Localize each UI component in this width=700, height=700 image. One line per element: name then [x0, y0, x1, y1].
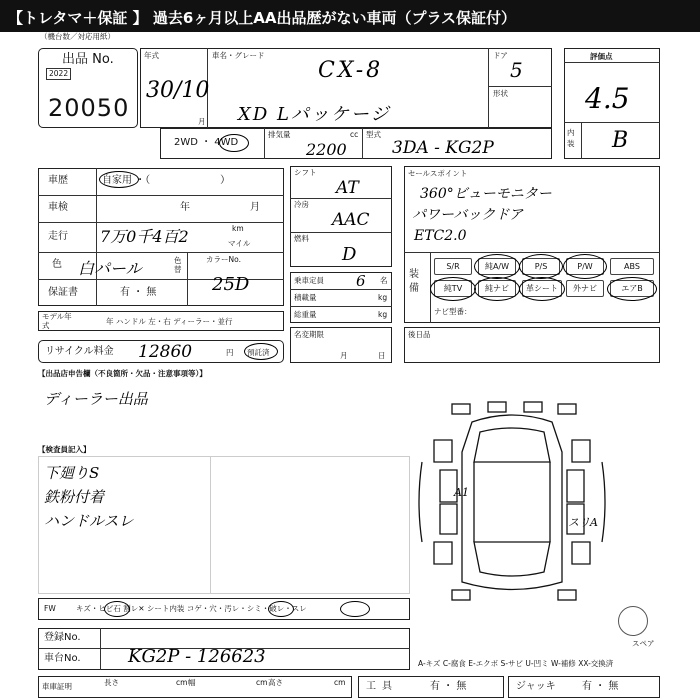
inspector-header: 【検査員記入】	[38, 445, 91, 454]
inspector-line-2: 鉄粉付着	[44, 488, 105, 506]
capacity-value: 6	[356, 272, 366, 290]
chassis-value: KG2P - 126623	[128, 646, 266, 667]
model-year-text: 年 ハンドル 左・右 ディーラー・並行	[106, 317, 233, 326]
model-type-value: 3DA - KG2P	[392, 138, 494, 158]
aircon-value: AAC	[332, 210, 370, 230]
recycle-status: 預託済	[247, 348, 270, 357]
equip-aftermarket-navi: 外ナビ	[566, 280, 604, 297]
mileage-unit-mile: マイル	[228, 239, 251, 248]
gross-unit: kg	[378, 310, 388, 319]
circle-tv	[430, 277, 476, 301]
score-label: 評価点	[590, 52, 613, 61]
displacement-value: 2200	[306, 140, 347, 159]
capacity-label: 乗車定員	[294, 276, 324, 285]
mileage-value: 7万0千4百2	[100, 227, 189, 246]
equip-genuine-aw: 純A/W	[478, 258, 516, 275]
diagram-mark-2: スリA	[568, 516, 598, 529]
history-private-circle	[99, 171, 139, 188]
shift-value: AT	[336, 178, 359, 198]
recycle-label: リサイクル料金	[45, 346, 114, 357]
recycle-unit: 円	[226, 348, 234, 357]
equip-ps: P/S	[522, 258, 560, 275]
fw-scuff-circle	[340, 601, 370, 617]
post-install-block	[404, 327, 660, 363]
tools-value: 有 ・ 無	[430, 681, 467, 692]
registration-label: 登録No.	[44, 632, 81, 643]
grade-name: XD Lパッケージ	[238, 104, 391, 125]
equip-genuine-tv: 純TV	[434, 280, 472, 297]
circle-navi	[474, 277, 520, 301]
circle-aw	[474, 254, 520, 279]
name-change-label: 名変期限	[294, 330, 324, 339]
equip-leather-seat: 革シート	[522, 280, 562, 297]
color-no-label: カラーNo.	[206, 255, 241, 264]
load-unit: kg	[378, 293, 388, 302]
warranty-label: 保証書	[48, 287, 78, 298]
history-label: 車歴	[48, 175, 68, 186]
notes-header: 【出品店申告欄（不良箇所・欠品・注意事項等）】	[38, 369, 207, 378]
displacement-unit: cc	[350, 130, 359, 139]
spare-tire-icon	[618, 606, 648, 636]
damage-legend: A-キズ C-腐食 E-エクボ S-サビ U-凹ミ W-補修 XX-交換済	[418, 659, 614, 668]
doors-label: ドア	[493, 51, 508, 60]
sales-point-line-1: 360°ビューモニター	[420, 186, 552, 202]
interior-value: B	[612, 128, 629, 153]
inspector-line-3: ハンドルスレ	[44, 512, 134, 530]
inspector-line-1: 下廻りS	[44, 464, 100, 482]
color-no-value: 25D	[212, 274, 250, 295]
name-label: 車名・グレード	[212, 51, 265, 60]
color-value: 白パール	[78, 259, 142, 278]
shape-label: 形状	[493, 89, 508, 98]
cert-label: 車庫証明	[42, 682, 72, 691]
lot-number: 20050	[48, 94, 130, 122]
diagram-mark-1: A1	[454, 486, 469, 499]
fw-label: FW	[44, 604, 56, 613]
aircon-label: 冷房	[294, 200, 309, 209]
banner-text: 【トレタマ＋保証 】 過去6ヶ月以上AA出品歴がない車両（プラス保証付）	[8, 9, 517, 27]
jack-label: ジャッキ	[516, 681, 556, 692]
mileage-label: 走行	[48, 231, 68, 242]
doors-value: 5	[510, 58, 523, 82]
sales-point-line-3: ETC2.0	[414, 228, 467, 244]
fw-stone-circle	[104, 601, 130, 617]
drive-label: 2WD ・ 4WD	[174, 137, 239, 148]
year-month-unit: 月	[198, 117, 206, 126]
name-change-month: 月	[340, 351, 348, 360]
mileage-unit-km: km	[232, 224, 244, 233]
equip-pw: P/W	[566, 258, 604, 275]
drive-4wd-circle	[219, 134, 249, 152]
circle-ps	[519, 254, 563, 279]
model-year-label: モデル年式	[42, 312, 72, 330]
displacement-label: 排気量	[268, 130, 291, 139]
gross-label: 総重量	[294, 310, 317, 319]
chassis-label: 車台No.	[44, 653, 81, 664]
equipment-label: 装備	[409, 269, 419, 294]
model-name: CX-8	[318, 58, 384, 83]
history-value: 自家用 ・（ ）	[102, 175, 231, 186]
fuel-value: D	[342, 244, 357, 265]
equip-abs: ABS	[610, 258, 654, 275]
equip-genuine-navi: 純ナビ	[478, 280, 516, 297]
score-value: 4.5	[585, 82, 630, 115]
inspection-label: 車検	[48, 202, 68, 213]
fuel-label: 燃料	[294, 234, 309, 243]
name-change-day: 日	[378, 351, 386, 360]
inspection-month-unit: 月	[250, 202, 260, 213]
circle-pw	[563, 254, 607, 279]
recycle-status-circle	[244, 343, 278, 360]
load-label: 積載量	[294, 293, 317, 302]
spare-label: スペア	[632, 639, 655, 648]
capacity-unit: 名	[380, 276, 388, 285]
year-value: 30/10	[146, 78, 210, 103]
cert-width: 幅	[188, 678, 196, 687]
top-note: （機台数／対応用紙）	[40, 32, 115, 41]
cert-width-cm: cm	[256, 678, 268, 687]
shift-label: シフト	[294, 168, 317, 177]
tools-label: 工具	[366, 681, 398, 692]
year-label: 年式	[144, 51, 159, 60]
circle-leather	[519, 277, 565, 301]
cert-length-cm: cm	[176, 678, 188, 687]
fw-dirt-circle	[268, 601, 294, 617]
fw-text: キズ・ヒビ石 割レ✕ シート内装 コゲ・穴・汚レ・シミ・破レ・スレ	[76, 604, 307, 613]
recycle-value: 12860	[138, 342, 193, 362]
equip-sr: S/R	[434, 258, 472, 275]
cert-height-cm: cm	[334, 678, 346, 687]
model-type-label: 型式	[366, 130, 381, 139]
sales-point-line-2: パワーバックドア	[412, 207, 523, 223]
navi-model-label: ナビ型番：	[434, 307, 472, 316]
color-label: 色	[52, 259, 62, 270]
interior-label: 内装	[567, 128, 575, 148]
notes-text: ディーラー出品	[44, 390, 148, 408]
cert-length: 長さ	[104, 678, 119, 687]
post-install-label: 後日品	[408, 330, 431, 339]
lot-label: 出品 No.	[62, 52, 114, 67]
equip-airbag: エアB	[610, 280, 654, 297]
warranty-value: 有 ・ 無	[120, 287, 157, 298]
color-change-label: 色替	[174, 256, 182, 274]
inspection-year-unit: 年	[180, 202, 190, 213]
circle-airbag	[607, 277, 657, 301]
car-diagram	[412, 392, 612, 612]
sales-point-label: セールスポイント	[408, 169, 468, 178]
cert-height: 高さ	[268, 678, 283, 687]
jack-value: 有 ・ 無	[582, 681, 619, 692]
lot-year-tag: 2022	[46, 68, 71, 80]
